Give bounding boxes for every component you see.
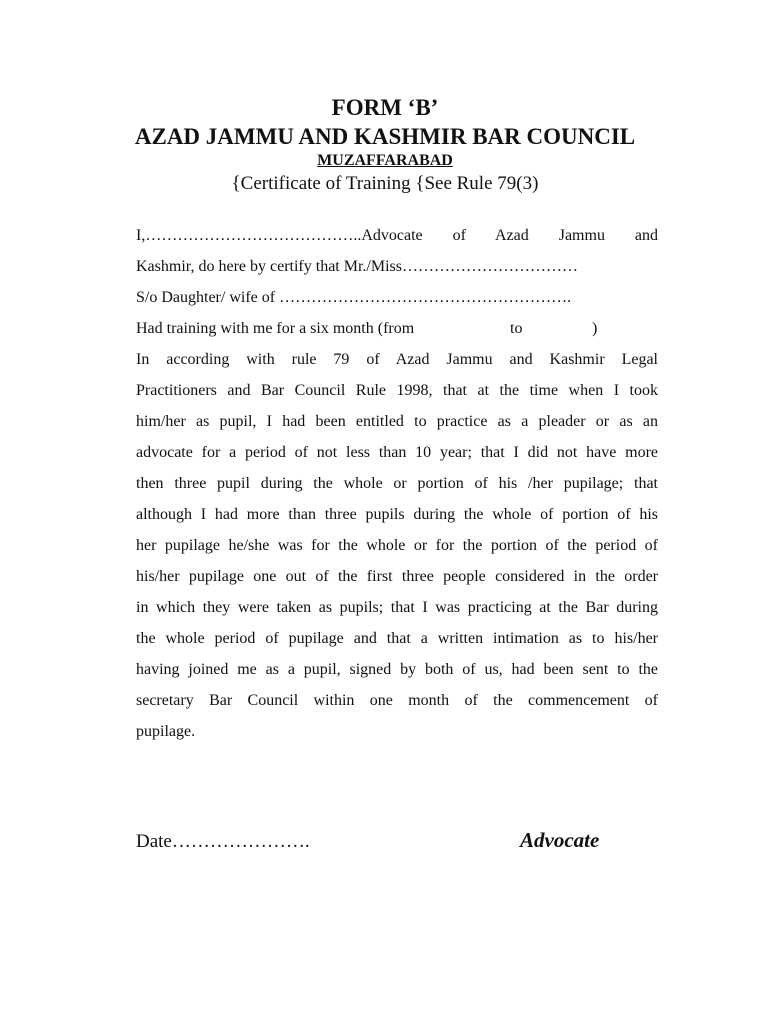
training-prefix: Had training with me for a six month (from xyxy=(136,320,415,337)
certificate-title: {Certificate of Training {See Rule 79(3) xyxy=(231,173,539,194)
advocate-signature-label: Advocate xyxy=(520,828,600,852)
paragraph-last-line: pupilage. xyxy=(136,723,196,740)
paragraph-line: having joined me as a pupil, signed by both of us, had been sent to the xyxy=(136,661,658,678)
paragraph-line: his/her pupilage one out of the first three people considered in the order xyxy=(136,568,658,585)
paragraph-line: then three pupil during the whole or portion of his /her pupilage; that xyxy=(136,475,658,492)
form-title: FORM ‘B’ xyxy=(331,95,439,120)
paragraph-line: In according with rule 79 of Azad Jammu and Kashmir Legal xyxy=(136,351,658,368)
training-to: to xyxy=(510,320,523,337)
training-period-line xyxy=(136,318,658,340)
advocate-name-line: I,…………………………………..Advocate of Azad Jammu and xyxy=(136,227,658,244)
paragraph-line: secretary Bar Council within one month of the commencement of xyxy=(136,692,658,709)
city-title: MUZAFFARABAD xyxy=(317,152,453,169)
training-suffix: ) xyxy=(592,320,598,337)
paragraph-line: although I had more than three pupils during the whole of portion of his xyxy=(136,506,658,523)
relation-line: S/o Daughter/ wife of ………………………………………………. xyxy=(136,289,572,306)
date-field: Date…………………. xyxy=(136,831,310,852)
paragraph-line: advocate for a period of not less than 10 year; that I did not have more xyxy=(136,444,658,461)
paragraph-line: him/her as pupil, I had been entitled to practice as a pleader or as an xyxy=(136,413,658,430)
paragraph-line: Practitioners and Bar Council Rule 1998, that at the time when I took xyxy=(136,382,658,399)
paragraph-line: her pupilage he/she was for the whole or for the portion of the period of xyxy=(136,537,658,554)
paragraph-line: in which they were taken as pupils; that I was practicing at the Bar during xyxy=(136,599,658,616)
council-title: AZAD JAMMU AND KASHMIR BAR COUNCIL xyxy=(134,124,636,149)
certify-pupil-line: Kashmir, do here by certify that Mr./Miss…………………………… xyxy=(136,258,578,275)
paragraph-line: the whole period of pupilage and that a written intimation as to his/her xyxy=(136,630,658,647)
